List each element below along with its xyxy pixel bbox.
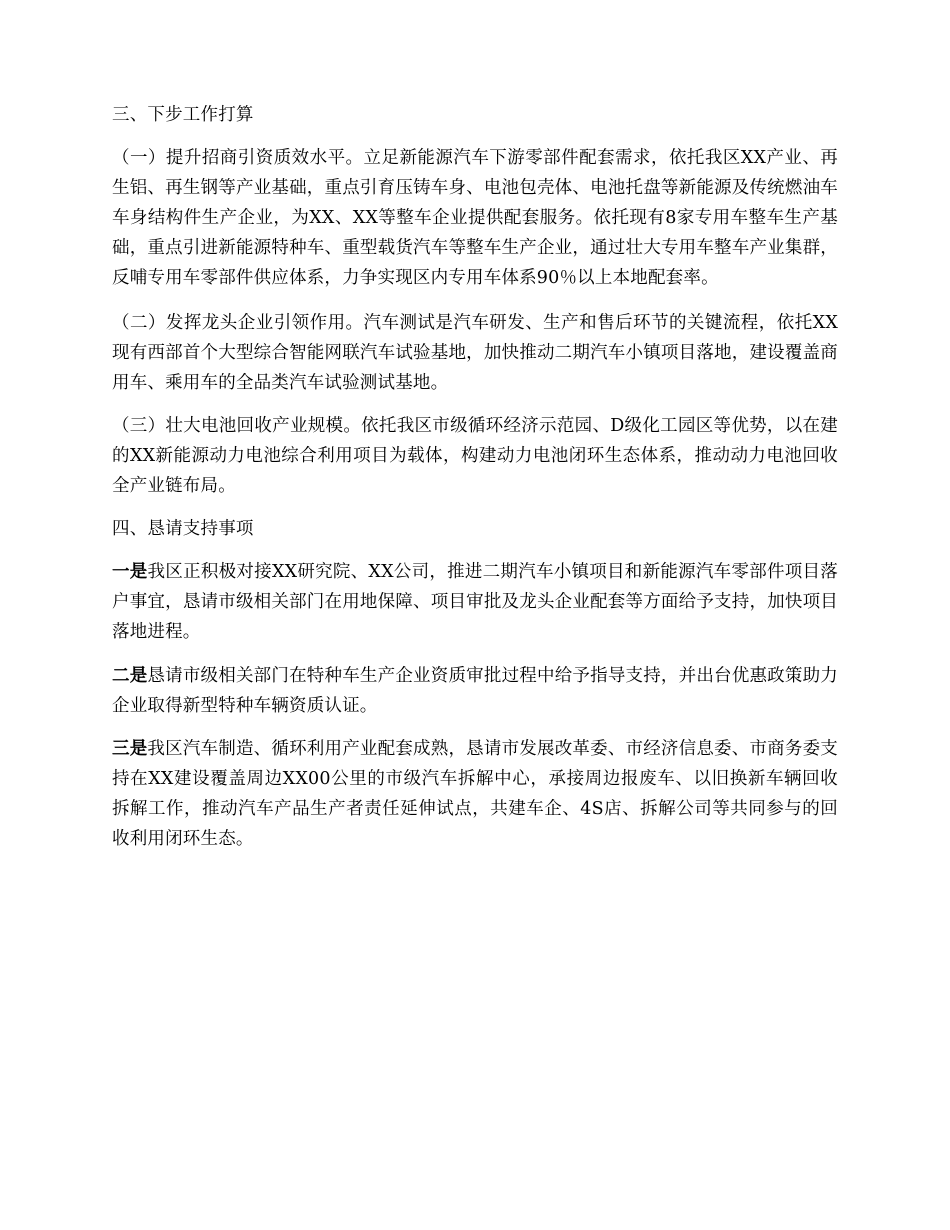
paragraph-3-1: （一）提升招商引资质效水平。立足新能源汽车下游零部件配套需求，依托我区XX产业、再生铝、再生钢等产业基础，重点引育压铸车身、电池包壳体、电池托盘等新能源及传统燃油车车身结构件生产企业，为XX、XX等整车企业提供配套服务。依托现有8家专用车整车生产基础，重点引进新能源特种车、重型载货汽车等整车生产企业，通过壮大专用车整车产业集群，反哺专用车零部件供应体系，力争实现区内专用车体系90％以上本地配套率。 [112, 148, 838, 289]
paragraph-4-1-text: 我区正积极对接XX研究院、XX公司，推进二期汽车小镇项目和新能源汽车零部件项目落户事宜，恳请市级相关部门在用地保障、项目审批及龙头企业配套等方面给予支持，加快项目落地进程。 [112, 562, 838, 643]
paragraph-4-1-lead: 一是 [112, 562, 148, 583]
paragraph-4-3-lead: 三是 [112, 738, 148, 759]
paragraph-4-3 [112, 734, 838, 854]
section-heading-4: 四、恳请支持事项 [112, 519, 254, 540]
document-body [112, 100, 838, 854]
paragraph-4-2 [112, 661, 838, 721]
paragraph-4-1 [112, 557, 838, 647]
paragraph-4-2-lead: 二是 [112, 665, 148, 686]
paragraph-3-3: （三）壮大电池回收产业规模。依托我区市级循环经济示范园、D级化工园区等优势，以在建的XX新能源动力电池综合利用项目为载体，构建动力电池闭环生态体系，推动动力电池回收全产业链布局。 [112, 415, 838, 497]
paragraph-3-2: （二）发挥龙头企业引领作用。汽车测试是汽车研发、生产和售后环节的关键流程，依托XX现有西部首个大型综合智能网联汽车试验基地，加快推动二期汽车小镇项目落地，建设覆盖商用车、乘用车的全品类汽车试验测试基地。 [112, 312, 838, 393]
paragraph-4-2-text: 恳请市级相关部门在特种车生产企业资质审批过程中给予指导支持，并出台优惠政策助力企业取得新型特种车辆资质认证。 [112, 665, 839, 716]
paragraph-4-3-text: 我区汽车制造、循环利用产业配套成熟，恳请市发展改革委、市经济信息委、市商务委支持在XX建设覆盖周边XX00公里的市级汽车拆解中心，承接周边报废车、以旧换新车辆回收拆解工作，推动汽车产品生产者责任延伸试点，共建车企、4S店、拆解公司等共同参与的回收利用闭环生态。 [112, 738, 839, 849]
section-heading-3: 三、下步工作打算 [112, 105, 254, 125]
